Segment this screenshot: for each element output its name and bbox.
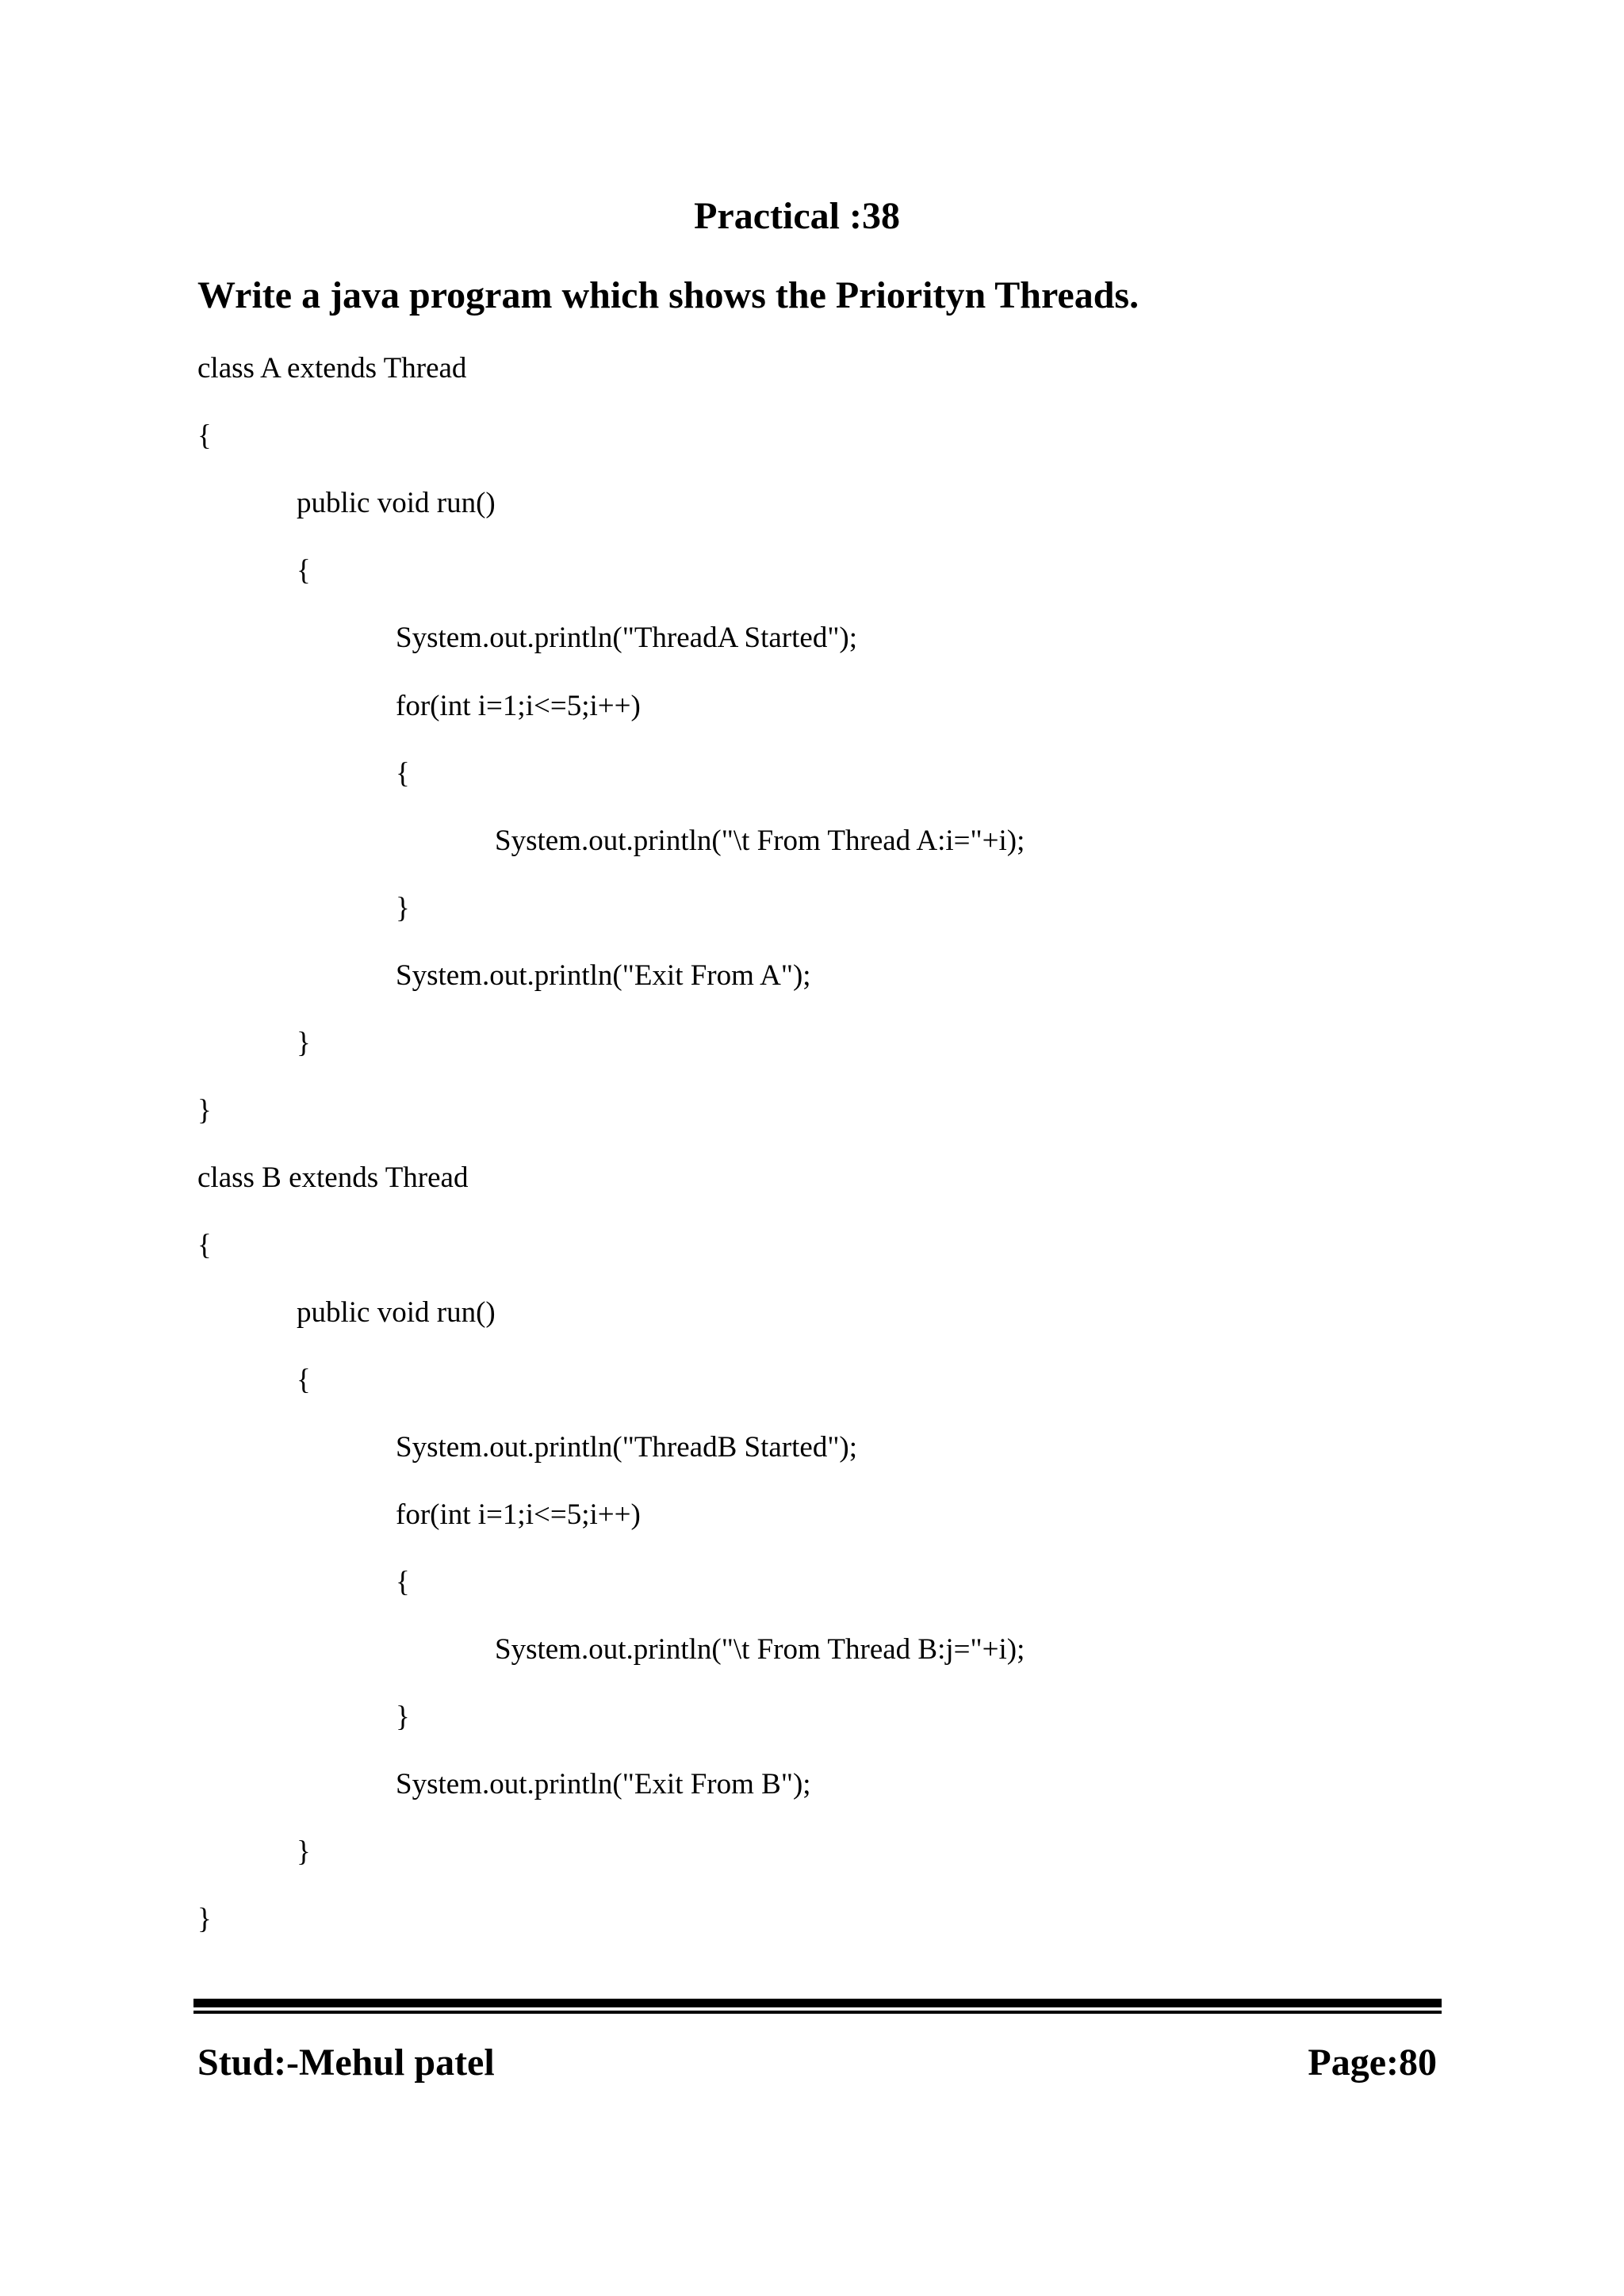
code-line: System.out.println("\t From Thread B:j="+i); xyxy=(495,1633,1025,1666)
code-line: } xyxy=(297,1835,311,1868)
code-line: { xyxy=(396,1566,410,1598)
code-line: } xyxy=(197,1903,212,1935)
code-line: { xyxy=(197,419,212,452)
footer-divider-thick xyxy=(193,1999,1442,2007)
code-line: System.out.println("ThreadB Started"); xyxy=(396,1431,858,1464)
code-line: } xyxy=(396,892,410,924)
code-line: class B extends Thread xyxy=(197,1161,469,1194)
question-heading: Write a java program which shows the Priorityn Threads. xyxy=(197,274,1139,316)
code-line: } xyxy=(297,1027,311,1059)
code-line: for(int i=1;i<=5;i++) xyxy=(396,690,641,722)
code-line: for(int i=1;i<=5;i++) xyxy=(396,1498,641,1531)
code-line: System.out.println("Exit From B"); xyxy=(396,1768,811,1800)
code-line: System.out.println("Exit From A"); xyxy=(396,959,811,992)
code-line: System.out.println("ThreadA Started"); xyxy=(396,622,858,654)
code-line: class A extends Thread xyxy=(197,352,467,385)
code-line: System.out.println("\t From Thread A:i="+i); xyxy=(495,825,1025,857)
code-line: public void run() xyxy=(297,1296,496,1329)
code-line: { xyxy=(297,1364,311,1396)
code-line: { xyxy=(297,554,311,587)
code-line: { xyxy=(197,1229,212,1261)
code-line: { xyxy=(396,757,410,790)
student-name: Stud:-Mehul patel xyxy=(197,2042,495,2084)
page-number: Page:80 xyxy=(1308,2042,1437,2084)
code-line: public void run() xyxy=(297,487,496,519)
footer-divider-thin xyxy=(193,2011,1442,2014)
page-title: Practical :38 xyxy=(694,195,900,237)
code-line: } xyxy=(197,1094,212,1127)
code-line: } xyxy=(396,1701,410,1733)
